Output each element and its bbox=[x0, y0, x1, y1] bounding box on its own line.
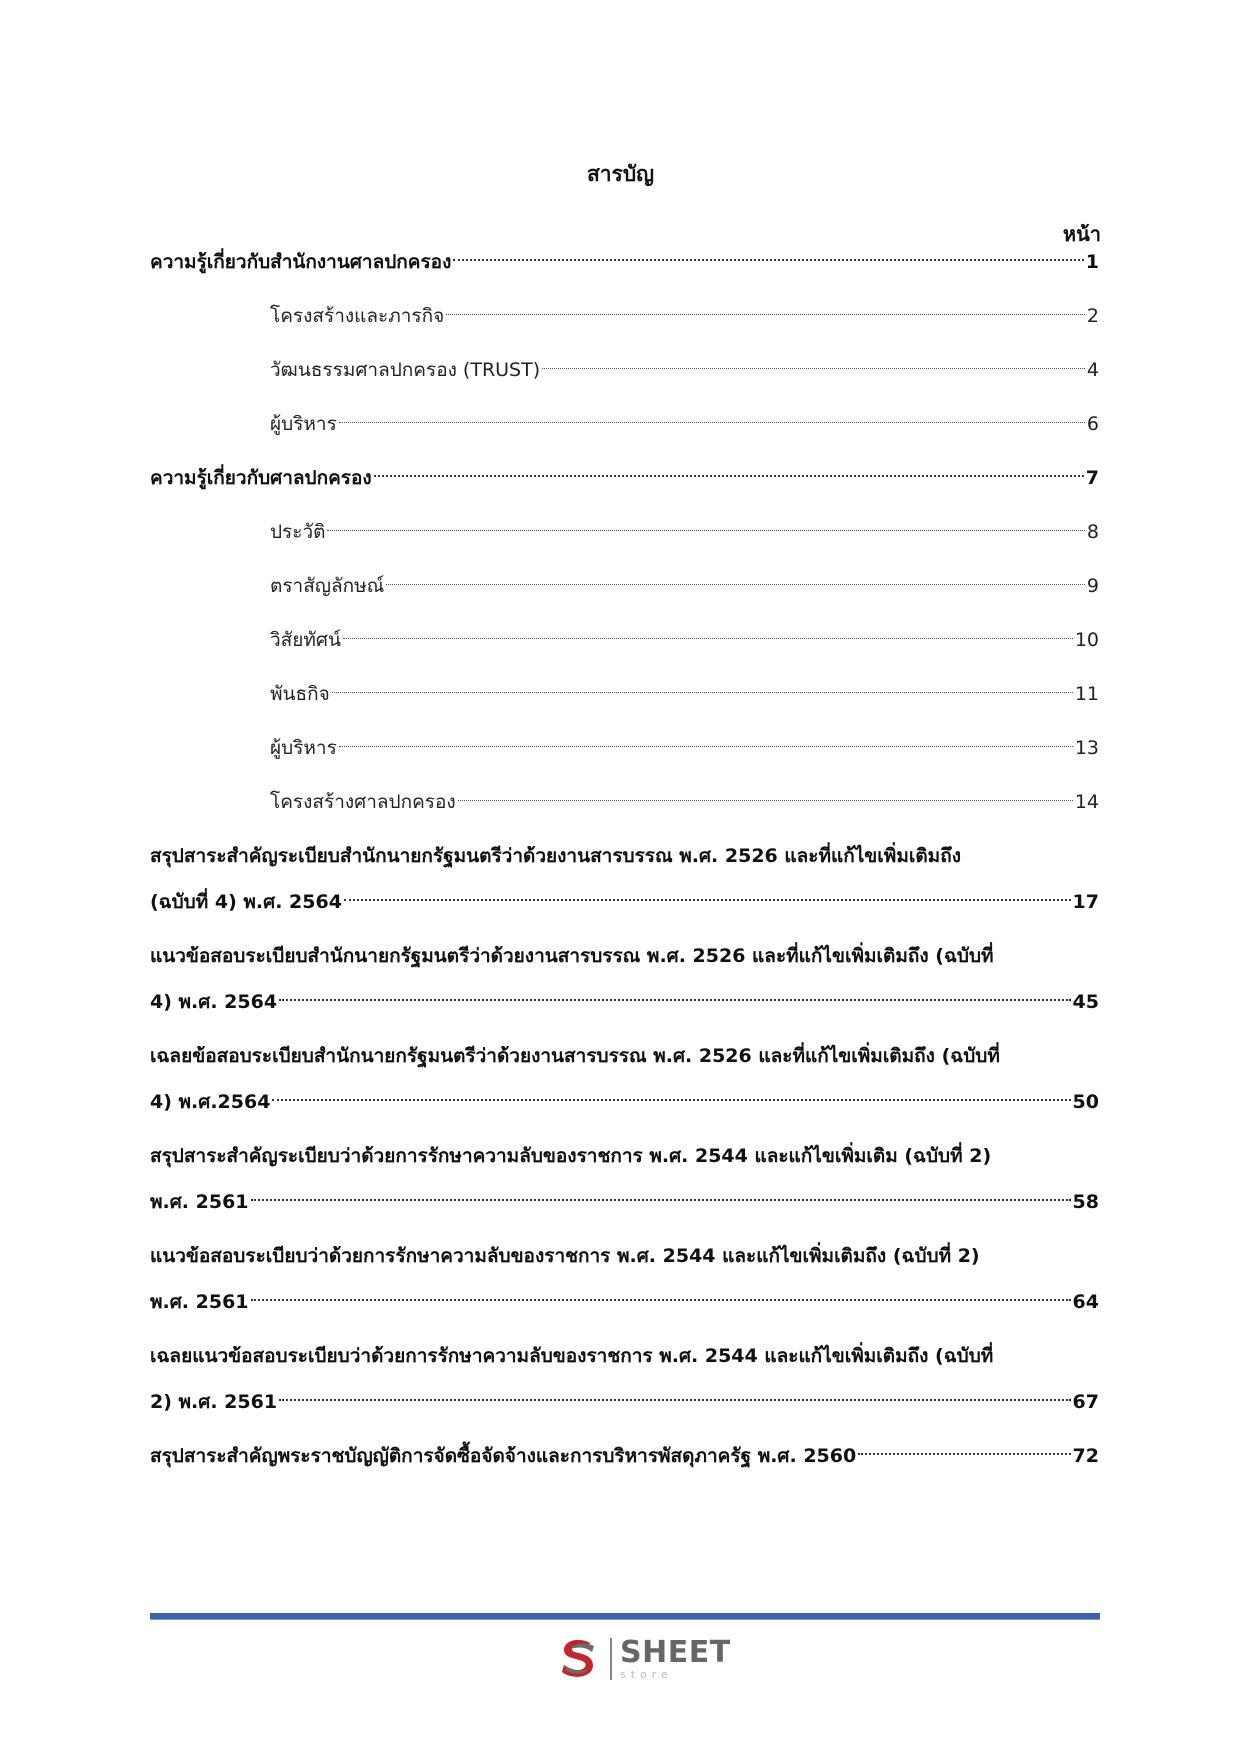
toc-entry-title: 4) พ.ศ. 2564 bbox=[150, 991, 278, 1013]
toc-page-number: 6 bbox=[1086, 413, 1099, 435]
toc-entry-title: พันธกิจ bbox=[270, 683, 330, 705]
page-column-header: หน้า bbox=[1062, 222, 1101, 246]
toc-entry-title: 2) พ.ศ. 2561 bbox=[150, 1391, 278, 1413]
toc-entry-title: พ.ศ. 2561 bbox=[150, 1191, 249, 1213]
dot-leader bbox=[327, 530, 1084, 531]
toc-entry-title: ความรู้เกี่ยวกับสำนักงานศาลปกครอง bbox=[150, 251, 452, 273]
toc-section-entry[interactable] bbox=[150, 463, 1099, 493]
page-title: สารบัญ bbox=[586, 162, 655, 186]
dot-leader bbox=[386, 584, 1085, 585]
footer-rule bbox=[150, 1613, 1100, 1620]
toc-subsection-entry[interactable] bbox=[150, 679, 1099, 709]
toc-entry-title: ผู้บริหาร bbox=[270, 737, 337, 759]
toc-entry-title: วัฒนธรรมศาลปกครอง (TRUST) bbox=[270, 359, 541, 381]
toc-subsection-entry[interactable] bbox=[150, 625, 1099, 655]
toc-section-entry[interactable] bbox=[150, 1241, 1099, 1317]
toc-entry-title: แนวข้อสอบระเบียบสำนักนายกรัฐมนตรีว่าด้วยงานสารบรรณ พ.ศ. 2526 และที่แก้ไขเพิ่มเติมถึง (ฉบับที่ bbox=[150, 945, 994, 967]
toc-entry-title: ผู้บริหาร bbox=[270, 413, 337, 435]
toc-section-entry[interactable] bbox=[150, 1341, 1099, 1417]
toc-section-entry[interactable] bbox=[150, 1041, 1099, 1117]
toc-entry-title: โครงสร้างและภารกิจ bbox=[270, 305, 445, 327]
logo-subtext: store bbox=[620, 1668, 673, 1681]
dot-leader bbox=[272, 1099, 1070, 1101]
toc-subsection-entry[interactable] bbox=[150, 733, 1099, 763]
toc-entry-title: โครงสร้างศาลปกครอง bbox=[270, 791, 456, 813]
dot-leader bbox=[542, 368, 1085, 369]
dot-leader bbox=[339, 746, 1073, 747]
toc-section-entry[interactable] bbox=[150, 1141, 1099, 1217]
toc-page-number: 64 bbox=[1072, 1291, 1099, 1313]
toc-page-number: 4 bbox=[1086, 359, 1099, 381]
toc-section-entry[interactable] bbox=[150, 941, 1099, 1017]
toc-page-number: 67 bbox=[1072, 1391, 1099, 1413]
toc-entry-title: ความรู้เกี่ยวกับศาลปกครอง bbox=[150, 467, 372, 489]
toc-page-number: 17 bbox=[1072, 891, 1099, 913]
dot-leader bbox=[374, 475, 1084, 477]
toc-subsection-entry[interactable] bbox=[150, 787, 1099, 817]
toc-page-number: 58 bbox=[1072, 1191, 1099, 1213]
logo-separator bbox=[610, 1638, 612, 1680]
toc-entry-title: ตราสัญลักษณ์ bbox=[270, 575, 385, 597]
toc-subsection-entry[interactable] bbox=[150, 355, 1099, 385]
toc-entry-title: ประวัติ bbox=[270, 521, 326, 543]
toc-entry-title: สรุปสาระสำคัญระเบียบสำนักนายกรัฐมนตรีว่าด้วยงานสารบรรณ พ.ศ. 2526 และที่แก้ไขเพิ่มเติมถึง bbox=[150, 845, 961, 867]
toc-entry-title: เฉลยแนวข้อสอบระเบียบว่าด้วยการรักษาความลับของราชการ พ.ศ. 2544 และแก้ไขเพิ่มเติมถึง (ฉบับที่ bbox=[150, 1345, 994, 1367]
sheet-store-logo-icon bbox=[554, 1634, 604, 1684]
dot-leader bbox=[453, 259, 1083, 261]
toc-page-number: 2 bbox=[1086, 305, 1099, 327]
toc-page-number: 10 bbox=[1074, 629, 1099, 651]
dot-leader bbox=[858, 1453, 1070, 1455]
toc-entry-title: สรุปสาระสำคัญระเบียบว่าด้วยการรักษาความลับของราชการ พ.ศ. 2544 และแก้ไขเพิ่มเติม (ฉบับที่ 2) bbox=[150, 1145, 992, 1167]
dot-leader bbox=[343, 638, 1073, 639]
dot-leader bbox=[339, 422, 1085, 423]
logo-text: SHEET bbox=[620, 1635, 731, 1670]
dot-leader bbox=[344, 899, 1071, 901]
toc-page-number: 13 bbox=[1074, 737, 1099, 759]
toc-entry-title: วิสัยทัศน์ bbox=[270, 629, 341, 651]
toc-page-number: 45 bbox=[1072, 991, 1099, 1013]
toc-page-number: 1 bbox=[1085, 251, 1099, 273]
toc-page-number: 14 bbox=[1074, 791, 1099, 813]
toc-subsection-entry[interactable] bbox=[150, 517, 1099, 547]
toc-entry-title: 4) พ.ศ.2564 bbox=[150, 1091, 271, 1113]
toc-entry-title: แนวข้อสอบระเบียบว่าด้วยการรักษาความลับของราชการ พ.ศ. 2544 และแก้ไขเพิ่มเติมถึง (ฉบับที่ 2) bbox=[150, 1245, 980, 1267]
toc-section-entry[interactable] bbox=[150, 1441, 1099, 1471]
toc-page-number: 11 bbox=[1074, 683, 1099, 705]
toc-entry-title: เฉลยข้อสอบระเบียบสำนักนายกรัฐมนตรีว่าด้วยงานสารบรรณ พ.ศ. 2526 และที่แก้ไขเพิ่มเติมถึง (ฉบับที่ bbox=[150, 1045, 1000, 1067]
toc-entry-title: พ.ศ. 2561 bbox=[150, 1291, 249, 1313]
toc-page-number: 7 bbox=[1085, 467, 1099, 489]
dot-leader bbox=[458, 800, 1073, 801]
toc-entry-title: สรุปสาระสำคัญพระราชบัญญัติการจัดซื้อจัดจ้างและการบริหารพัสดุภาครัฐ พ.ศ. 2560 bbox=[150, 1445, 857, 1467]
toc-section-entry[interactable] bbox=[150, 841, 1099, 917]
logo-wordmark bbox=[620, 1635, 731, 1681]
toc-page-number: 72 bbox=[1072, 1445, 1099, 1467]
toc-subsection-entry[interactable] bbox=[150, 301, 1099, 331]
dot-leader bbox=[251, 1299, 1071, 1301]
toc-subsection-entry[interactable] bbox=[150, 571, 1099, 601]
toc-section-entry[interactable] bbox=[150, 247, 1099, 277]
toc-page-number: 50 bbox=[1072, 1091, 1099, 1113]
dot-leader bbox=[279, 1399, 1071, 1401]
dot-leader bbox=[446, 314, 1085, 315]
dot-leader bbox=[279, 999, 1071, 1001]
dot-leader bbox=[251, 1199, 1071, 1201]
dot-leader bbox=[332, 692, 1073, 693]
toc-page-number: 8 bbox=[1086, 521, 1099, 543]
toc-subsection-entry[interactable] bbox=[150, 409, 1099, 439]
toc-page-number: 9 bbox=[1086, 575, 1099, 597]
toc-entry-title: (ฉบับที่ 4) พ.ศ. 2564 bbox=[150, 891, 342, 913]
sheet-store-logo bbox=[554, 1634, 731, 1684]
